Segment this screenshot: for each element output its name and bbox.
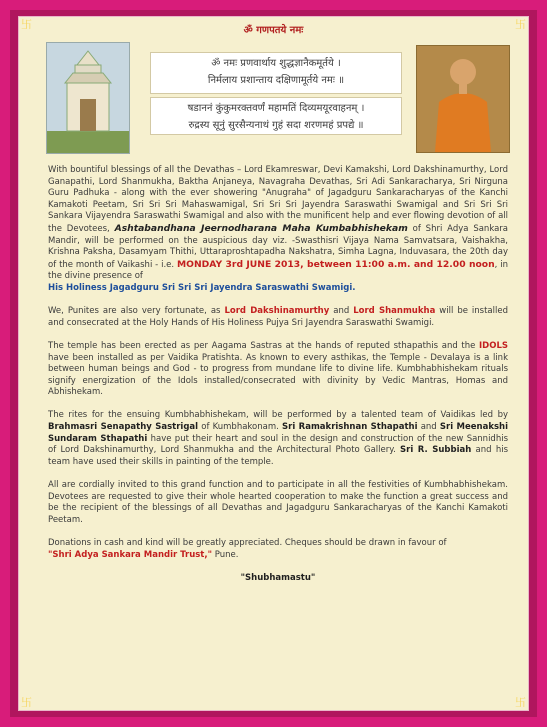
event-date: MONDAY 3rd JUNE 2013, between 11:00 a.m. and 12.00 noon [177, 258, 495, 270]
paragraph-installation: We, Punites are also very fortunate, as Lord Dakshinamurthy and Lord Shanmukha will be installed and consecrated at the Holy Hands of His Holiness Pujya Sri Jayendra Saraswathi Swamigi. [48, 306, 508, 328]
saint-portrait [416, 45, 510, 153]
trust-name: "Shri Adya Sankara Mandir Trust," [48, 549, 213, 560]
swastika-icon: 卐 [515, 696, 526, 709]
swastika-icon: 卐 [21, 696, 32, 709]
temple-photo [46, 42, 130, 154]
paragraph-rites: The rites for the ensuing Kumbhabhishekam, will be performed by a talented team of Vaidikas led by Brahmasri Senapathy Sastrigal of Kumbhakonam. Sri Ramakrishnan Sthapathi and Sri Meenakshi Sundaram Sthapathi have put their heart and soul in the design and construction of the new Sannidhis of Lord Dakshinamurthy, Lord Shanmukha and the Architectural Photo Gallery. Sri R. Subbiah and his team have used their skills in painting of the temple. [48, 410, 509, 467]
event-name: Ashtabandhana Jeernodharana Maha Kumbabhishekam [114, 222, 408, 234]
sloka-box-1 [150, 52, 402, 94]
swastika-icon: 卐 [21, 18, 32, 31]
swastika-icon: 卐 [515, 18, 526, 31]
sloka-line: रुद्रस्य सूनुं सुरसैन्यनाथं गुहं सदा शरणमहं प्रपद्ये ॥ [188, 120, 364, 131]
page-title: ॐ गणपतये नमः [243, 25, 304, 36]
paragraph-invitation: All are cordially invited to this grand function and to participate in all the festivities of Kumbhabhishekam. Devotees are requested to give their whole hearted cooperation to make the function a great success and be the recipient of the blessings of all Devathas and Jagadguru Sankaracharyas of the Kanchi Kamakoti Peetam. [48, 480, 508, 525]
sloka-box-2 [150, 97, 402, 135]
closing-text: "Shubhamastu" [240, 572, 316, 583]
sloka-line: षडाननं कुंकुमरक्तवर्णं महामतिं दिव्यमयूरवाहनम् । [187, 103, 365, 114]
invitation-body [48, 165, 508, 596]
paragraph-blessings: With bountiful blessings of all the Devathas – Lord Ekamreswar, Devi Kamakshi, Lord Dakshinamurthy, Lord Ganapathi, Lord Shanmukha, Baktha Anjaneya, Navagraha Devathas, Sri Adi Sankaracharya, Sri Nirguna Guru Padhuka - along with the ever showering "Anugraha" of Jagadguru Sankaracharyas of the Kanchi Kamakoti Peetam, Sri Sri Sri Mahaswamigal, Sri Sri Sri Jayendra Saraswathi Swamigal and Sri Sri Sri Sankara Vijayendra Saraswathi Swamigal and also with the munificent help and ever flowing devotion of all the Devotees, Ashtabandhana Jeernodharana Maha Kumbabhishekam of Shri Adya Sankara Mandir, will be performed on the auspicious day viz. -Swasthisri Vijaya Nama Samvatsara, Vaishakha, Krishna Paksha, Dasamyam Thithi, Uttaraproshtapadha Nakshatra, Simha Lagna, Induvasara, the 20th day of the month of Vaikashi - i.e. MONDAY 3rd JUNE 2013, between 11:00 a.m. and 12.00 noon, in the divine presence of His Holiness Jagadguru Sri Sri Sri Jayendra Saraswathi Swamigi. [48, 165, 509, 293]
paragraph-temple: The temple has been erected as per Aagama Sastras at the hands of reputed sthapathis and the IDOLS have been installed as per Vaidika Pratishta. As known to every asthikas, the Temple - Devalaya is a link between human beings and God - to progress from mundane life to divine life. Kumbhabhishekam rituals signify energization of the Idols installed/consecrated with divinity by Vedic Mantras, Homas and Abhishekam. [48, 340, 508, 398]
sloka-line: ॐ नमः प्रणवार्थाय शुद्धज्ञानैकमूर्तये । [211, 58, 341, 69]
sloka-line: निर्मलाय प्रशान्ताय दक्षिणामूर्तये नमः ॥ [207, 75, 345, 86]
holiness-name: His Holiness Jagadguru Sri Sri Sri Jayendra Saraswathi Swamigi. [48, 282, 356, 293]
paragraph-donations: Donations in cash and kind will be greatly appreciated. Cheques should be drawn in favour of "Shri Adya Sankara Mandir Trust," Pune. [48, 538, 447, 560]
